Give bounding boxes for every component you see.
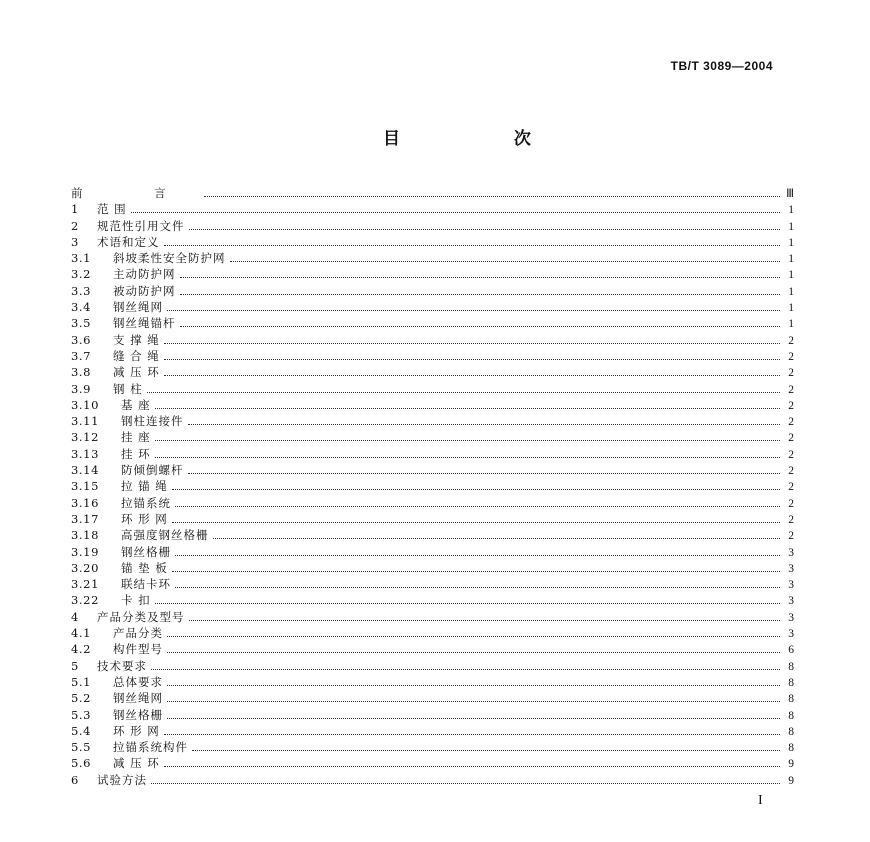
toc-entry[interactable] [71, 478, 794, 494]
toc-entry-page: 2 [788, 399, 794, 412]
toc-entry-number: 5.1 [71, 674, 92, 689]
toc-entry[interactable] [71, 658, 794, 674]
toc-entry-page: 3 [788, 579, 794, 592]
dot-leader [155, 457, 780, 458]
toc-entry-page: 8 [788, 660, 794, 673]
toc-entry[interactable] [71, 772, 794, 788]
toc-entry-page: 3 [788, 546, 794, 559]
toc-entry-number: 3.1 [71, 251, 92, 266]
toc-entry-label: 挂 环 [121, 446, 151, 461]
toc-entry-label: 构件型号 [113, 642, 163, 657]
toc-entry-label: 钢丝格栅 [121, 544, 171, 559]
toc-entry-page: 2 [788, 481, 794, 494]
toc-entry-label: 钢丝绳网 [113, 300, 163, 315]
dot-leader [164, 766, 780, 767]
dot-leader [172, 489, 780, 490]
toc-entry-number: 5 [71, 658, 79, 673]
toc-entry-page: 1 [788, 269, 794, 282]
toc-entry-number: 3.9 [71, 381, 92, 396]
dot-leader [180, 294, 781, 295]
toc-entry-page: 1 [788, 302, 794, 315]
dot-leader [213, 538, 781, 539]
toc-entry[interactable] [71, 364, 794, 380]
toc-entry-number: 5.4 [71, 723, 92, 738]
toc-entry-label: 钢 柱 [113, 381, 143, 396]
toc-entry-page: Ⅲ [786, 188, 794, 200]
toc-entry[interactable] [71, 315, 794, 331]
toc-entry-page: 3 [788, 628, 794, 641]
toc-entry[interactable] [71, 266, 794, 282]
toc-entry-label: 挂 座 [121, 430, 151, 445]
dot-leader [204, 196, 780, 197]
toc-entry[interactable] [71, 707, 794, 723]
toc-entry-label: 主动防护网 [113, 267, 176, 282]
toc-entry[interactable] [71, 446, 794, 462]
toc-entry-number: 5.2 [71, 691, 92, 706]
toc-entry-number: 5.6 [71, 756, 92, 771]
dot-leader [172, 571, 780, 572]
toc-entry-label: 技术要求 [97, 658, 147, 673]
toc-entry[interactable] [71, 381, 794, 397]
toc-entry-number: 5.5 [71, 740, 92, 755]
toc-entry[interactable] [71, 755, 794, 771]
toc-entry[interactable] [71, 641, 794, 657]
toc-entry-number: 3.6 [71, 332, 92, 347]
toc-entry[interactable] [71, 511, 794, 527]
dot-leader [155, 603, 780, 604]
toc-entry-label: 锚 垫 板 [121, 560, 168, 575]
toc-entry[interactable] [71, 592, 794, 608]
toc-entry-page: 1 [788, 220, 794, 233]
dot-leader [188, 424, 781, 425]
toc-entry-number: 4.1 [71, 626, 92, 641]
toc-entry[interactable] [71, 234, 794, 250]
dot-leader [192, 750, 780, 751]
dot-leader [155, 408, 780, 409]
toc-entry-label: 减 压 环 [113, 756, 160, 771]
toc-entry-page: 3 [788, 611, 794, 624]
toc-entry[interactable] [71, 462, 794, 478]
toc-entry[interactable] [71, 674, 794, 690]
dot-leader [167, 310, 780, 311]
dot-leader [180, 277, 781, 278]
toc-entry-page: 1 [788, 285, 794, 298]
toc-entry[interactable] [71, 185, 794, 201]
toc-entry-page: 9 [788, 774, 794, 787]
toc-entry-label: 试验方法 [97, 772, 147, 787]
toc-entry-page: 9 [788, 758, 794, 771]
toc-entry-label: 减 压 环 [113, 365, 160, 380]
table-of-contents [71, 185, 794, 788]
toc-entry-number: 3.21 [71, 577, 100, 592]
dot-leader [175, 555, 780, 556]
dot-leader [167, 718, 780, 719]
toc-entry-page: 6 [788, 644, 794, 657]
toc-entry-page: 2 [788, 497, 794, 510]
toc-entry-label: 术语和定义 [97, 234, 160, 249]
toc-entry-number: 3.11 [71, 414, 100, 429]
toc-entry-label: 钢丝格栅 [113, 707, 163, 722]
toc-entry-page: 8 [788, 709, 794, 722]
toc-entry-number: 4.2 [71, 642, 92, 657]
toc-entry-label: 产品分类 [113, 626, 163, 641]
toc-entry-label: 卡 扣 [121, 593, 151, 608]
toc-entry-number: 3 [71, 234, 79, 249]
toc-entry-number: 3.22 [71, 593, 100, 608]
toc-entry-page: 2 [788, 530, 794, 543]
toc-entry-number: 3.12 [71, 430, 100, 445]
dot-leader [151, 669, 780, 670]
dot-leader [147, 392, 780, 393]
toc-entry-label: 高强度钢丝格栅 [121, 528, 209, 543]
toc-entry-page: 8 [788, 676, 794, 689]
toc-entry-page: 2 [788, 448, 794, 461]
toc-entry-number: 3.16 [71, 495, 100, 510]
toc-entry-number: 3.3 [71, 283, 92, 298]
toc-entry-page: 2 [788, 383, 794, 396]
toc-entry-number: 3.14 [71, 463, 100, 478]
toc-entry-label: 钢丝绳锚杆 [113, 316, 176, 331]
toc-entry[interactable] [71, 332, 794, 348]
toc-entry[interactable] [71, 723, 794, 739]
toc-entry-number: 4 [71, 609, 79, 624]
toc-entry-number: 3.7 [71, 348, 92, 363]
toc-entry[interactable] [71, 397, 794, 413]
toc-entry[interactable] [71, 218, 794, 234]
toc-entry-number: 3.15 [71, 479, 100, 494]
toc-entry-label: 钢丝绳网 [113, 691, 163, 706]
toc-entry-label: 总体要求 [113, 674, 163, 689]
toc-entry-number: 1 [71, 202, 79, 217]
dot-leader [172, 522, 780, 523]
toc-entry-number: 3.8 [71, 365, 92, 380]
toc-entry-page: 2 [788, 367, 794, 380]
dot-leader [164, 734, 780, 735]
dot-leader [180, 326, 781, 327]
dot-leader [175, 506, 780, 507]
toc-entry-number: 3.20 [71, 560, 100, 575]
toc-entry-label: 钢柱连接件 [121, 414, 184, 429]
toc-entry-label: 环 形 网 [121, 511, 168, 526]
toc-entry-label: 拉锚系统构件 [113, 740, 188, 755]
toc-entry-page: 1 [788, 236, 794, 249]
dot-leader [131, 212, 780, 213]
page-title: 目 次 [383, 129, 585, 149]
toc-entry-number: 3.13 [71, 446, 100, 461]
toc-entry-page: 8 [788, 725, 794, 738]
toc-entry-page: 1 [788, 253, 794, 266]
toc-entry[interactable] [71, 429, 794, 445]
toc-entry[interactable] [71, 527, 794, 543]
toc-entry-page: 2 [788, 416, 794, 429]
toc-entry-number: 3.19 [71, 544, 100, 559]
dot-leader [175, 587, 780, 588]
toc-entry-number: 前 言 [71, 186, 200, 200]
dot-leader [151, 783, 780, 784]
toc-entry-label: 产品分类及型号 [97, 609, 185, 624]
toc-entry-page: 3 [788, 562, 794, 575]
toc-entry-label: 拉 锚 绳 [121, 479, 168, 494]
dot-leader [167, 636, 780, 637]
dot-leader [164, 245, 781, 246]
toc-entry[interactable] [71, 576, 794, 592]
toc-entry-number: 2 [71, 218, 79, 233]
toc-entry[interactable] [71, 544, 794, 560]
toc-entry-page: 2 [788, 350, 794, 363]
toc-entry-label: 规范性引用文件 [97, 218, 185, 233]
toc-entry-number: 5.3 [71, 707, 92, 722]
toc-entry[interactable] [71, 201, 794, 217]
toc-entry-number: 3.18 [71, 528, 100, 543]
dot-leader [189, 620, 781, 621]
toc-entry-label: 防倾倒螺杆 [121, 463, 184, 478]
dot-leader [167, 701, 780, 702]
toc-entry-page: 8 [788, 742, 794, 755]
dot-leader [230, 261, 781, 262]
toc-entry-label: 环 形 网 [113, 723, 160, 738]
dot-leader [164, 343, 780, 344]
toc-entry[interactable] [71, 413, 794, 429]
toc-entry-number: 3.4 [71, 300, 92, 315]
toc-entry[interactable] [71, 250, 794, 266]
dot-leader [167, 652, 780, 653]
toc-entry-page: 2 [788, 432, 794, 445]
toc-entry[interactable] [71, 348, 794, 364]
toc-entry-page: 2 [788, 334, 794, 347]
dot-leader [155, 440, 780, 441]
toc-entry-number: 3.2 [71, 267, 92, 282]
toc-entry[interactable] [71, 560, 794, 576]
toc-entry-number: 3.5 [71, 316, 92, 331]
toc-entry[interactable] [71, 625, 794, 641]
toc-entry-label: 联结卡环 [121, 577, 171, 592]
toc-entry-page: 1 [788, 204, 794, 217]
toc-entry-page: 2 [788, 465, 794, 478]
toc-entry-label: 被动防护网 [113, 283, 176, 298]
toc-entry[interactable] [71, 299, 794, 315]
dot-leader [188, 473, 781, 474]
toc-entry-page: 2 [788, 513, 794, 526]
toc-entry-number: 3.10 [71, 397, 100, 412]
dot-leader [167, 685, 780, 686]
toc-entry[interactable] [71, 609, 794, 625]
toc-entry[interactable] [71, 739, 794, 755]
toc-entry-label: 支 撑 绳 [113, 332, 160, 347]
toc-entry[interactable] [71, 283, 794, 299]
toc-entry-label: 范 围 [97, 202, 127, 217]
toc-entry-number: 6 [71, 772, 79, 787]
toc-entry-page: 3 [788, 595, 794, 608]
dot-leader [164, 359, 780, 360]
toc-entry-page: 8 [788, 693, 794, 706]
toc-entry[interactable] [71, 690, 794, 706]
toc-entry-page: 1 [788, 318, 794, 331]
dot-leader [164, 375, 780, 376]
toc-entry-label: 缝 合 绳 [113, 348, 160, 363]
toc-entry-number: 3.17 [71, 511, 100, 526]
toc-entry-label: 基 座 [121, 397, 151, 412]
standard-number: TB/T 3089—2004 [670, 59, 773, 73]
toc-entry-label: 拉锚系统 [121, 495, 171, 510]
page-number: I [758, 793, 763, 808]
toc-entry-label: 斜坡柔性安全防护网 [113, 251, 226, 266]
dot-leader [189, 229, 781, 230]
toc-entry[interactable] [71, 495, 794, 511]
